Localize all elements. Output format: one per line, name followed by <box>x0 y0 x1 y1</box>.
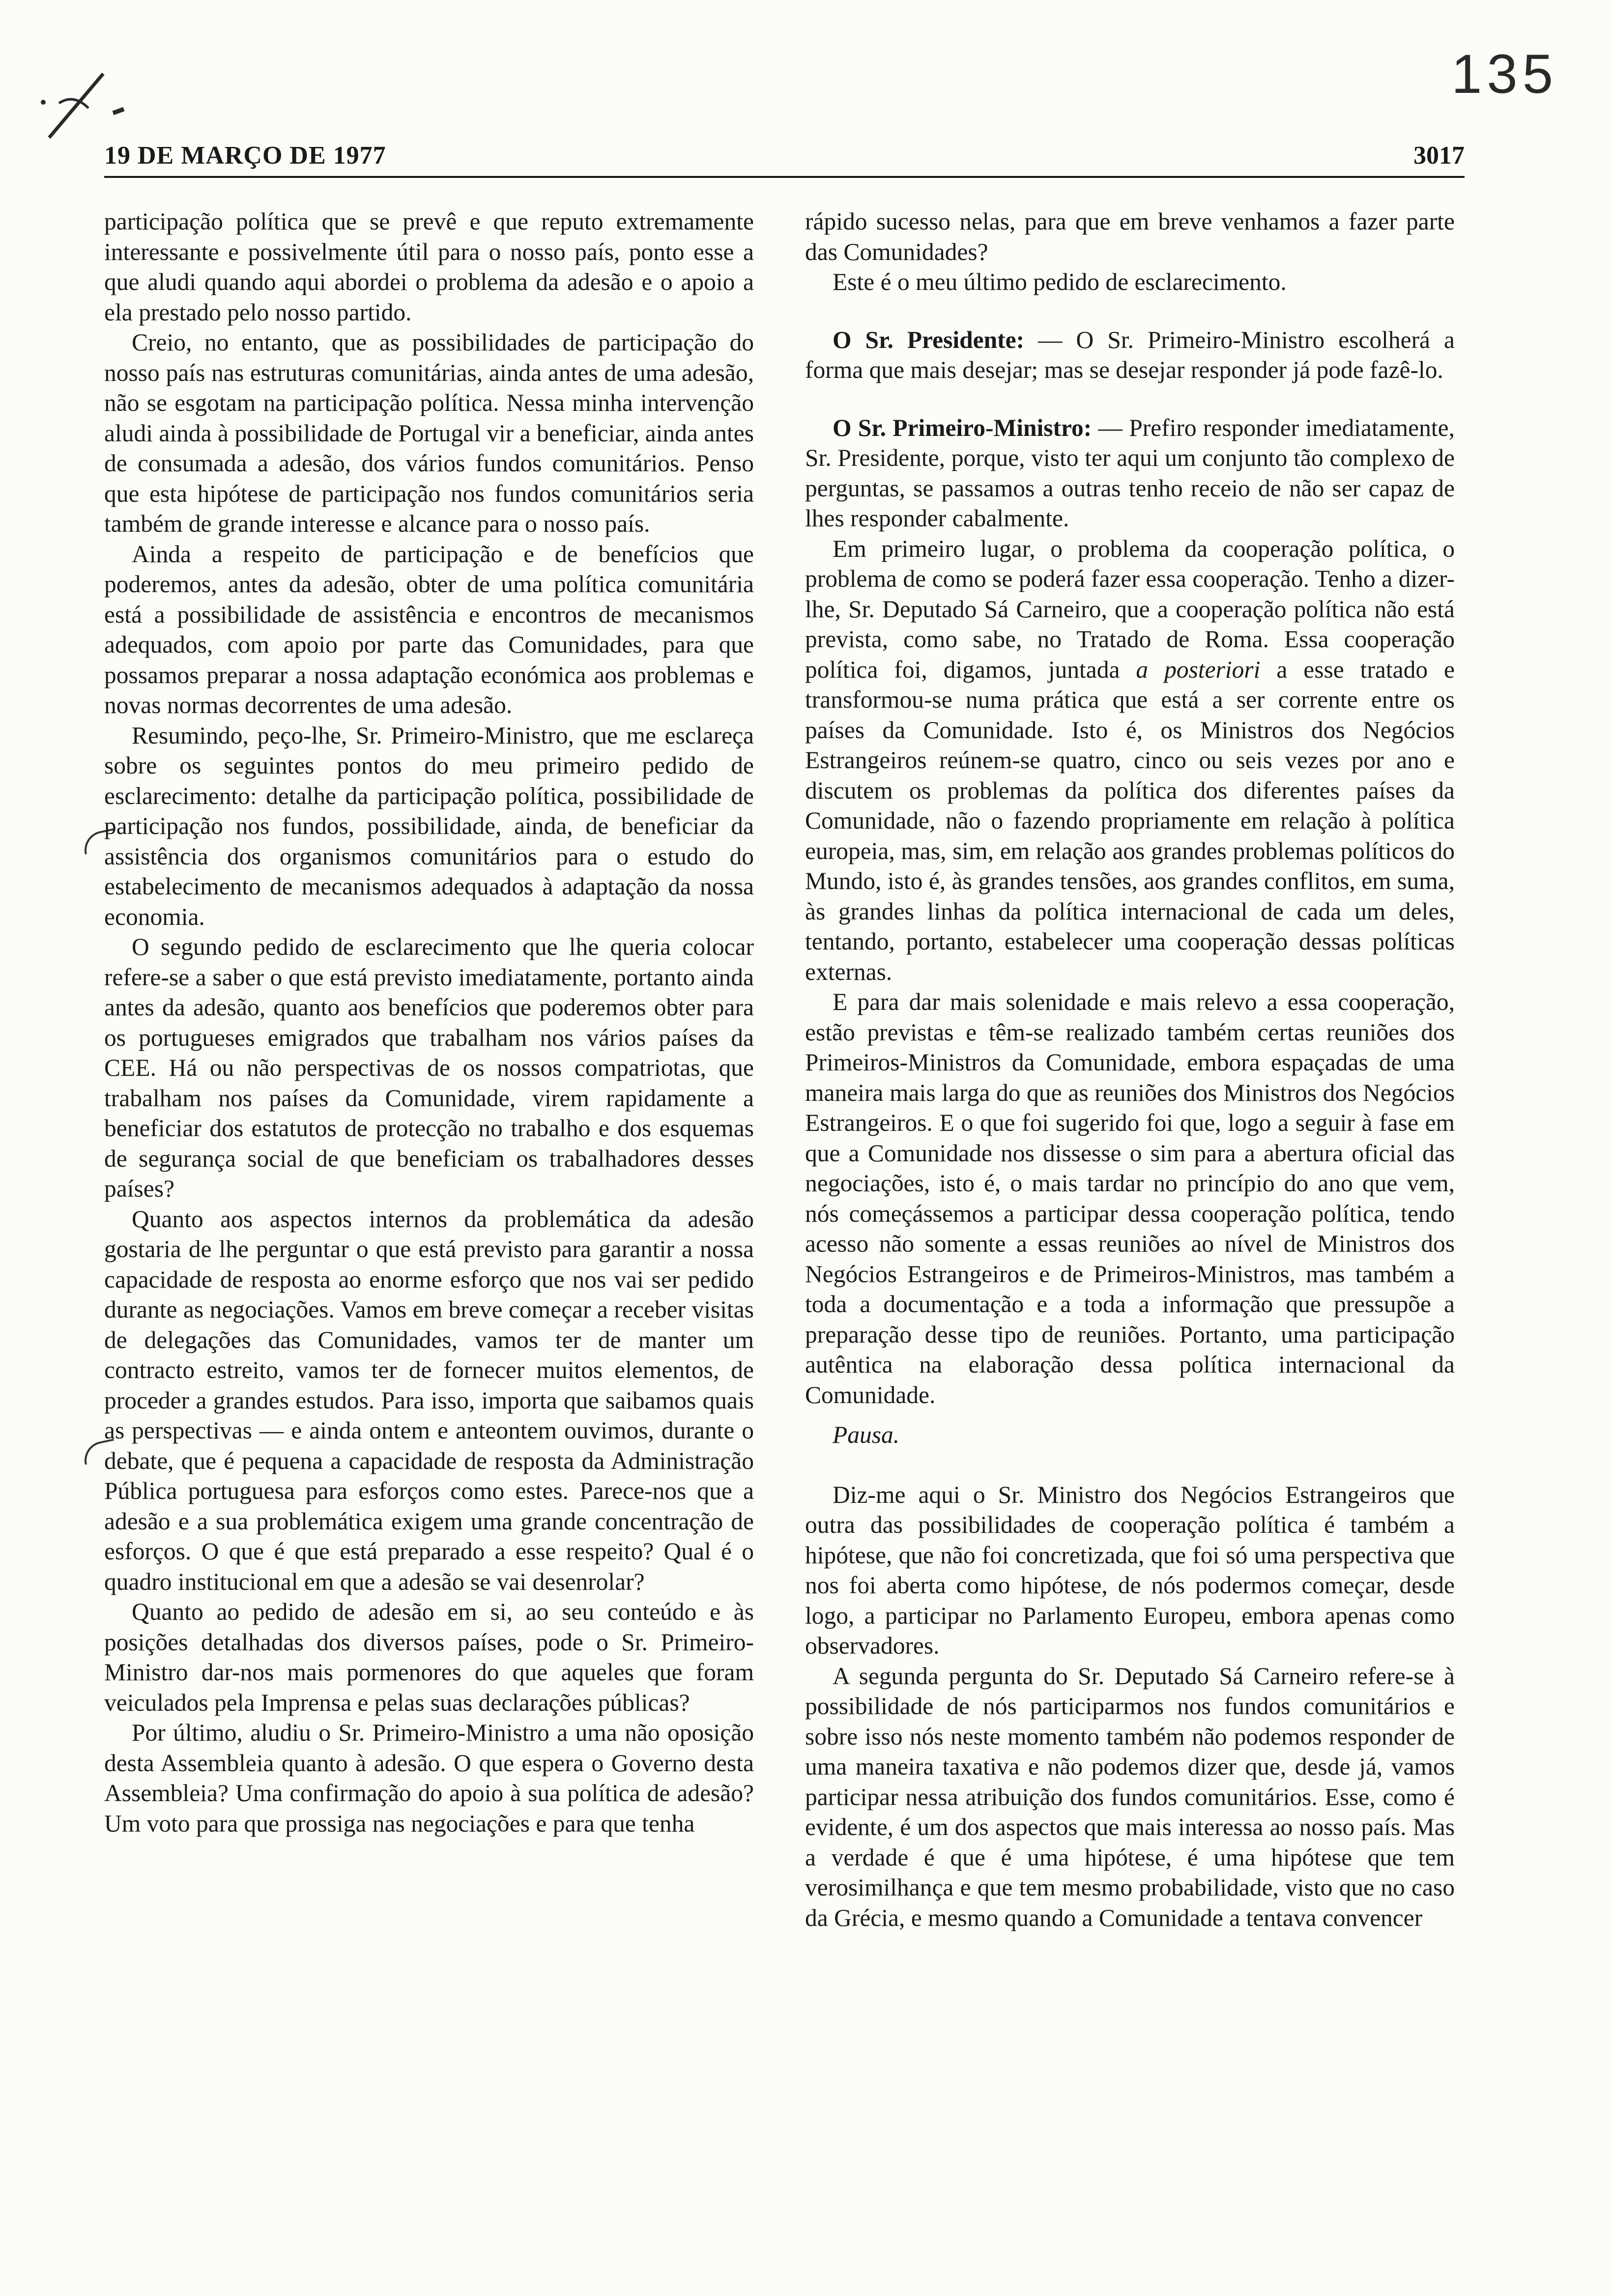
paragraph: Diz-me aqui o Sr. Ministro dos Negócios Estrangeiros que outra das possibilidades de cooperação política é também a hipótese, que não foi concretizada, que foi só uma perspectiva que nos foi aberta como hipótese, de nós podermos começar, desde logo, a participar no Parlamento Europeu, embora apenas como observadores. <box>805 1481 1455 1659</box>
header-date: 19 DE MARÇO DE 1977 <box>104 142 386 170</box>
archive-page-stamp: 135 <box>1451 43 1558 105</box>
header-page-number: 3017 <box>1413 142 1465 170</box>
text-run: Em primeiro lugar, o problema da cooperação política, o problema de como se poderá fazer essa cooperação. Tenho a dizer-lhe, Sr. Deputado Sá Carneiro, que a cooperação política não está prevista, como sabe, no Tratado de Roma. Essa cooperação política foi, digamos, juntada <box>805 535 1455 683</box>
stage-direction: Pausa. <box>833 1421 900 1448</box>
paragraph: Quanto aos aspectos internos da problemática da adesão gostaria de lhe perguntar o que está previsto para garantir a nossa capacidade de resposta ao enorme esforço que nos vai ser pedido durante as negociações. Vamos em breve começar a receber visitas de delegações das Comunidades, vamos ter de manter um contracto estreito, vamos ter de fornecer muitos elementos, de proceder a grandes estudos. Para isso, importa que saibamos quais as perspectivas — e ainda ontem e anteontem ouvimos, durante o debate, que é pequena a capacidade de resposta da Administração Pública portuguesa para esforços como estes. Parece-nos que a adesão e a sua problemática exigem uma grande concentração de esforços. O que é que está preparado a esse respeito? Qual é o quadro institucional em que a adesão se vai desenrolar? <box>104 1205 754 1595</box>
paragraph: Quanto ao pedido de adesão em si, ao seu conteúdo e às posições detalhadas dos diversos países, pode o Sr. Primeiro-Ministro dar-nos mais pormenores do que aqueles que foram veiculados pela Imprensa e pelas suas declarações públicas? <box>104 1598 754 1716</box>
speech-text: — Prefiro responder imediatamente, Sr. Presidente, porque, visto ter aqui um conjunto tão complexo de perguntas, se passamos a outras tenho receio de não ser capaz de lhes responder cabalmente. <box>805 414 1455 532</box>
left-column <box>104 206 754 1838</box>
paragraph: Resumindo, peço-lhe, Sr. Primeiro-Ministro, que me esclareça sobre os seguintes pontos do meu primeiro pedido de esclarecimento: detalhe da participação política, possibilidade de participação nos fundos, possibilidade, ainda, de beneficiar da assistência dos organismos comunitários para o estudo do estabelecimento de mecanismos adequados à adaptação da nossa economia. <box>104 721 754 930</box>
speech-president <box>805 325 1455 385</box>
paragraph: Ainda a respeito de participação e de benefícios que poderemos, antes da adesão, obter de uma política comunitária está a possibilidade de assistência e encontros de mecanismos adequados, com apoio por parte das Comunidades, para que possamos preparar a nossa adaptação económica aos problemas e novas normas decorrentes de uma adesão. <box>104 540 754 718</box>
paragraph: E para dar mais solenidade e mais relevo a essa cooperação, estão previstas e têm-se realizado também certas reuniões dos Primeiros-Ministros da Comunidade, embora espaçadas de uma maneira mais larga do que as reuniões dos Ministros dos Negócios Estrangeiros. E o que foi sugerido foi que, logo a seguir à fase em que a Comunidade nos dissesse o sim para a abertura oficial das negociações, isto é, o mais tardar no princípio do ano que vem, nós começássemos a participar dessa cooperação política, tendo acesso não somente a essas reuniões ao nível de Ministros dos Negócios Estrangeiros e de Primeiros-Ministros, mas também a toda a documentação e a toda a informação que pressupõe a preparação desse tipo de reuniões. Portanto, uma participação autêntica na elaboração dessa política internacional da Comunidade. <box>805 988 1455 1408</box>
paragraph: Este é o meu último pedido de esclarecimento. <box>833 268 1287 295</box>
speaker-name: O Sr. Primeiro-Ministro: <box>833 414 1092 441</box>
paragraph <box>805 534 1455 987</box>
header-rule <box>104 176 1465 178</box>
speaker-name: O Sr. Presidente: <box>833 326 1025 353</box>
handwritten-mark-icon <box>29 59 157 147</box>
text-run: a esse tratado e transformou-se numa prática que está a ser corrente entre os países da Comunidade. Isto é, os Ministros dos Negócios Estrangeiros reúnem-se quatro, cinco ou seis vezes por ano e discutem os problemas da política dos diferentes países da Comunidade, não o fazendo propriamente em relação à política europeia, mas, sim, em relação aos grandes problemas políticos do Mundo, isto é, às grandes tensões, aos grandes conflitos, em suma, às grandes linhas da política internacional de cada um deles, tentando, portanto, estabelecer uma cooperação dessas políticas externas. <box>805 656 1455 985</box>
speech-prime-minister <box>805 413 1455 534</box>
paragraph: A segunda pergunta do Sr. Deputado Sá Carneiro refere-se à possibilidade de nós participarmos nos fundos comunitários e sobre isso nós neste momento também não podemos responder de uma maneira taxativa e não podemos dizer que, desde já, vamos participar nessa atribuição dos fundos comunitários. Esse, como é evidente, é um dos aspectos que mais interessa ao nosso país. Mas a verdade é que é uma hipótese, é uma hipótese que tem verosimilhança e que tem mesmo probabilidade, visto que no caso da Grécia, e mesmo quando a Comunidade a tentava convencer <box>805 1662 1455 1931</box>
italic-term: a posteriori <box>1136 656 1261 683</box>
paragraph: Por último, aludiu o Sr. Primeiro-Ministro a uma não oposição desta Assembleia quanto à adesão. O que espera o Governo desta Assembleia? Uma confirmação do apoio à sua política de adesão? Um voto para que prossiga nas negociações e para que tenha <box>104 1719 754 1837</box>
page-header <box>104 143 1465 172</box>
paragraph: participação política que se prevê e que reputo extremamente interessante e possivelmente útil para o nosso país, ponto esse a que aludi quando aqui abordei o problema da adesão e o apoio a ela prestado pelo nosso partido. <box>104 208 754 326</box>
speech-text: — O Sr. Primeiro-Ministro escolherá a forma que mais desejar; mas se desejar responder já pode fazê-lo. <box>805 326 1455 383</box>
paragraph: Creio, no entanto, que as possibilidades de participação do nosso país nas estruturas comunitárias, ainda antes de uma adesão, não se esgotam na participação política. Nessa minha intervenção aludi ainda à possibilidade de Portugal vir a beneficiar, ainda antes de consumada a adesão, dos vários fundos comunitários. Penso que esta hipótese de participação nos fundos comunitários seria também de grande interesse e alcance para o nosso país. <box>104 329 754 537</box>
paragraph: rápido sucesso nelas, para que em breve venhamos a fazer parte das Comunidades? <box>805 208 1455 265</box>
paragraph: O segundo pedido de esclarecimento que lhe queria colocar refere-se a saber o que está previsto imediatamente, portanto ainda antes da adesão, quanto aos benefícios que poderemos obter para os portugueses emigrados que trabalham nos vários países da CEE. Há ou não perspectivas de os nossos compatriotas, que trabalham nos países da Comunidade, virem rapidamente a beneficiar dos estatutos de protecção no trabalho e dos esquemas de segurança social de que beneficiam os trabalhadores desses países? <box>104 933 754 1202</box>
right-column <box>805 206 1455 1933</box>
